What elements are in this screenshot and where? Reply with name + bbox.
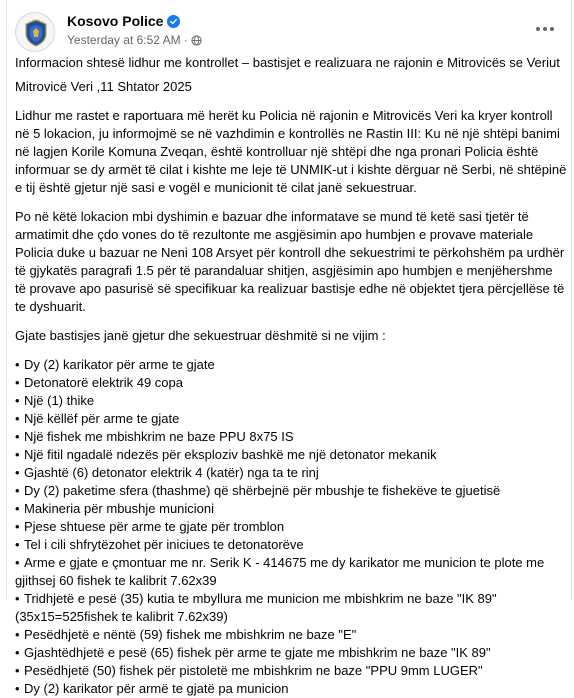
list-item: • Arme e gjate e çmontuar me nr. Serik K - 414675 me dy karikator me municion te plote me gjithsej 60 fishek te kalibrit 7.62x39 bbox=[15, 555, 545, 588]
list-item: • Një fitil ngadalë ndezës për eksploziv bashkë me një detonator mekanik bbox=[15, 447, 437, 462]
list-item: • Tel i cili shfrytëzohet për iniciues te detonatorëve bbox=[15, 537, 304, 552]
paragraph-2: Po në këtë lokacion mbi dyshimin e bazuar dhe informatave se mund të ketë sasi tjetër të armatimit dhe çdo vones do të rezultonte me asgjësimin apo humbjen e provave materiale Policia duke u bazuar ne Neni 108 Arsyet për kontroll dhe sekuestrimi te përkohshëm pa urdhër të gjykatës paragrafi 1.5 për të parandaluar shitjen, asgjësimin apo humbjen e menjëhershme të provave apo pasurisë së specifikuar ka realizuar bastisje edhe në objektet tjera përcjellëse të te dyshuarit. bbox=[15, 209, 565, 314]
post-header bbox=[15, 12, 565, 52]
list-item: • Detonatorë elektrik 49 copa bbox=[15, 375, 183, 390]
paragraph-3: Gjate bastisjes janë gjetur dhe sekuestruar dëshmitë si ne vijim : bbox=[15, 328, 386, 343]
post-card bbox=[6, 0, 572, 696]
author-label[interactable]: Kosovo Police bbox=[67, 13, 164, 29]
list-item: • Një (1) thike bbox=[15, 393, 95, 408]
avatar[interactable] bbox=[15, 12, 55, 52]
list-item: • Pesëdhjetë (50) fishek për pistoletë me mbishkrim ne baze "PPU 9mm LUGER" bbox=[15, 663, 483, 678]
list-item: • Dy (2) karikator për armë te gjatë pa municion bbox=[15, 681, 289, 696]
list-item: • Gjashtë (6) detonator elektrik 4 (katër) nga ta te rinj bbox=[15, 465, 319, 480]
list-item: • Tridhjetë e pesë (35) kutia te mbyllura me municion me mbishkrim ne baze "IK 89"(35x15=525fishek te kalibrit 7.62x39) bbox=[15, 591, 497, 624]
meta-separator: · bbox=[183, 33, 188, 47]
verified-badge-icon bbox=[167, 15, 180, 28]
globe-icon bbox=[191, 35, 202, 46]
list-item: • Pjese shtuese për arme te gjate për tromblon bbox=[15, 519, 285, 534]
post-date-line: Mitrovicë Veri ,11 Shtator 2025 bbox=[15, 79, 192, 94]
list-item: • Makineria për mbushje municioni bbox=[15, 501, 215, 516]
author-name[interactable] bbox=[67, 13, 180, 29]
more-options-button[interactable] bbox=[531, 18, 559, 40]
dot-icon bbox=[536, 27, 540, 31]
list-item: • Një këllëf për arme te gjate bbox=[15, 411, 180, 426]
police-emblem-icon bbox=[16, 13, 55, 52]
list-item: • Dy (2) paketime sfera (thashme) që shërbejnë për mbushje te fishekëve te gjuetisë bbox=[15, 483, 501, 498]
evidence-list bbox=[15, 356, 567, 698]
list-item: • Pesëdhjetë e nëntë (59) fishek me mbishkrim ne baze "E" bbox=[15, 627, 357, 642]
post-title: Informacion shtesë lidhur me kontrollet – bastisjet e realizuara ne rajonin e Mitrovicës se Veriut bbox=[15, 55, 560, 70]
post-text bbox=[15, 54, 567, 698]
post-meta bbox=[67, 33, 202, 47]
list-item: • Dy (2) karikator për arme te gjate bbox=[15, 357, 215, 372]
paragraph-1: Lidhur me rastet e raportuara më herët ku Policia në rajonin e Mitrovicës Veri ka kryer kontroll në 5 lokacion, ju informojmë se në vazhdimin e kontrollës ne Rastin III: Ku në një shtëpi banimi në lagjen Korile Komuna Zveqan, është kontrolluar një shtëpi dhe nga pronari Policia është informuar se dy armët të cilat i kishte me leje të UNMIK-ut i kishte dërguar në Serbi, në shtëpinë e tij është gjetur një sasi e vogël e municionit të cilat janë sekuestruar. bbox=[15, 108, 567, 195]
post-timestamp[interactable]: Yesterday at 6:52 AM bbox=[67, 33, 181, 47]
dot-icon bbox=[543, 27, 547, 31]
dot-icon bbox=[550, 27, 554, 31]
list-item: • Një fishek me mbishkrim ne baze PPU 8x75 IS bbox=[15, 429, 294, 444]
list-item: • Gjashtëdhjetë e pesë (65) fishek për arme te gjate me mbishkrim ne baze "IK 89" bbox=[15, 645, 491, 660]
